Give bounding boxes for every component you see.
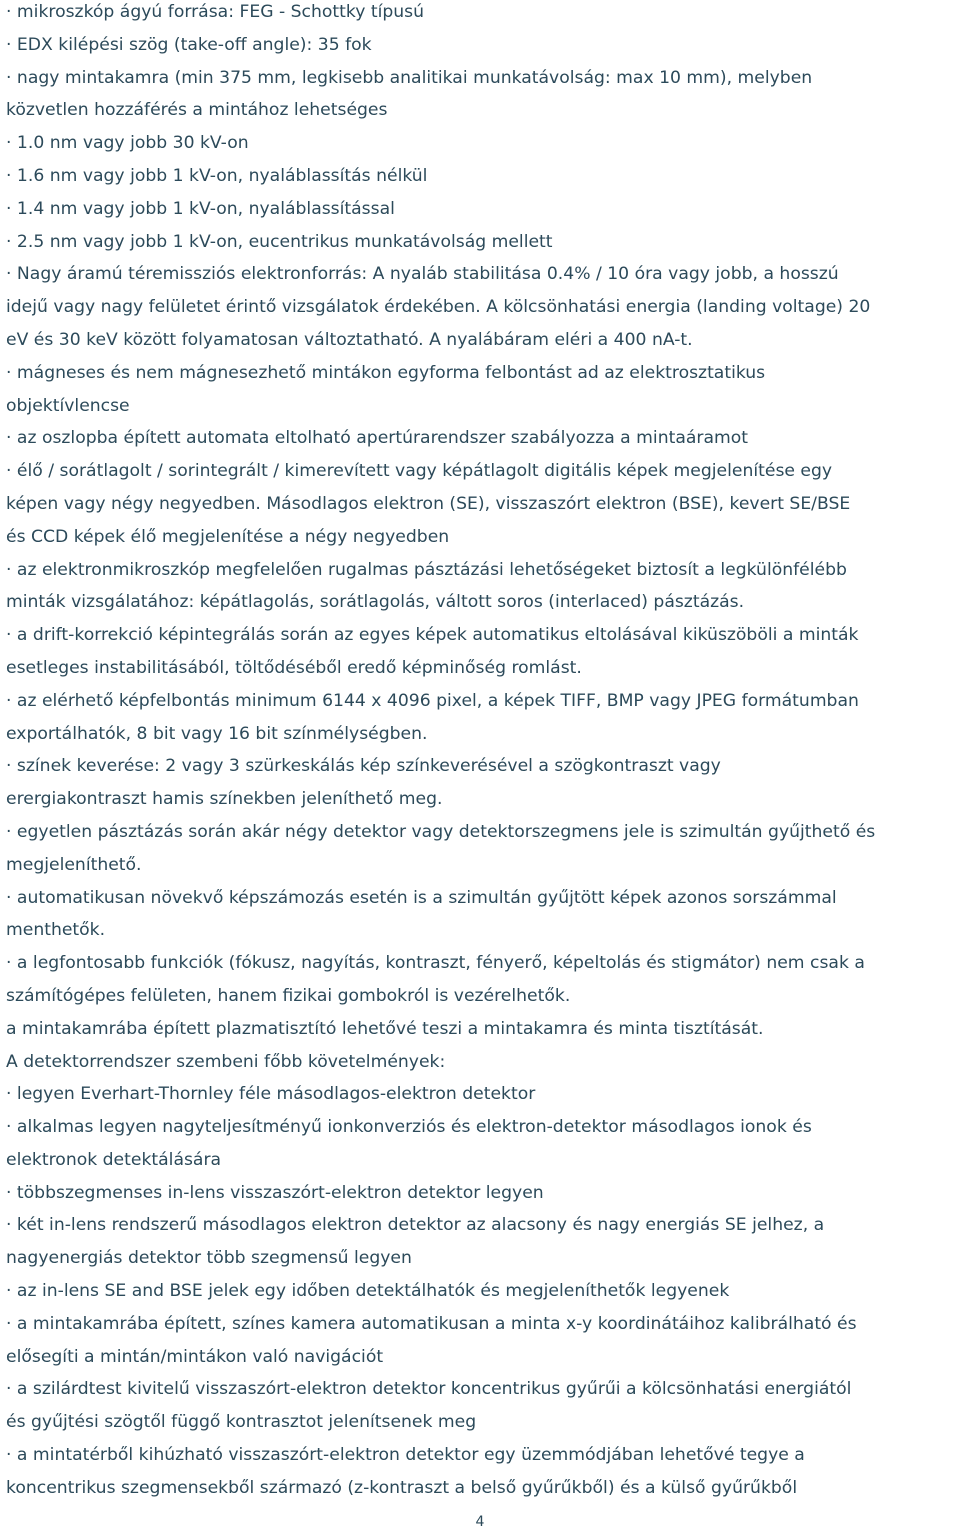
text-line: · 1.6 nm vagy jobb 1 kV-on, nyaláblassítás nélkül	[6, 165, 428, 186]
text-line: · egyetlen pásztázás során akár négy detektor vagy detektorszegmens jele is szimultán gyűjthető és	[6, 821, 876, 842]
text-line: · automatikusan növekvő képszámozás esetén is a szimultán gyűjtött képek azonos sorszámmal	[6, 887, 837, 908]
text-line: és gyűjtési szögtől függő kontrasztot jelenítsenek meg	[6, 1412, 477, 1433]
text-line: · nagy mintakamra (min 375 mm, legkisebb analitikai munkatávolság: max 10 mm), melyben	[6, 67, 813, 88]
text-line: · a drift-korrekció képintegrálás során az egyes képek automatikus eltolásával kiküszöböli a minták	[6, 625, 859, 646]
text-line: minták vizsgálatához: képátlagolás, sorátlagolás, váltott soros (interlaced) pásztázás.	[6, 592, 745, 613]
text-line: · 2.5 nm vagy jobb 1 kV-on, eucentrikus munkatávolság mellett	[6, 231, 553, 252]
text-line: · alkalmas legyen nagyteljesítményű ionkonverziós és elektron-detektor másodlagos ionok és	[6, 1117, 812, 1138]
text-line: esetleges instabilitásából, töltődéséből eredő képminőség romlást.	[6, 657, 582, 678]
text-line: · a mintatérből kihúzható visszaszórt-elektron detektor egy üzemmódjában lehetővé tegye a	[6, 1445, 805, 1466]
text-line: számítógépes felületen, hanem fizikai gombokról is vezérelhetők.	[6, 985, 571, 1006]
text-line: idejű vagy nagy felületet érintő vizsgálatok érdekében. A kölcsönhatási energia (landing voltage) 20	[6, 297, 871, 318]
text-line: · mikroszkóp ágyú forrása: FEG - Schottky típusú	[6, 2, 425, 22]
text-line: közvetlen hozzáférés a mintához lehetséges	[6, 100, 388, 121]
text-line: koncentrikus szegmensekből származó (z-kontraszt a belső gyűrűkből) és a külső gyűrűkből	[6, 1477, 798, 1498]
text-line: · a mintakamrába épített, színes kamera automatikusan a minta x-y koordinátáihoz kalibrálható és	[6, 1313, 857, 1334]
text-line: · az in-lens SE and BSE jelek egy időben detektálhatók és megjeleníthetők legyenek	[6, 1281, 730, 1302]
document-body	[6, 0, 958, 1505]
text-line: A detektorrendszer szembeni főbb követelmények:	[6, 1051, 446, 1072]
text-line: · többszegmenses in-lens visszaszórt-elektron detektor legyen	[6, 1182, 544, 1203]
text-line: · a legfontosabb funkciók (fókusz, nagyítás, kontraszt, fényerő, képeltolás és stigmátor) nem csak a	[6, 953, 865, 974]
text-line: · az oszlopba épített automata eltolható apertúrarendszer szabályozza a mintaáramot	[6, 428, 748, 449]
text-line: · Nagy áramú téremissziós elektronforrás: A nyaláb stabilitása 0.4% / 10 óra vagy jobb, a hosszú	[6, 264, 839, 285]
text-line: megjeleníthető.	[6, 854, 142, 875]
text-line: képen vagy négy negyedben. Másodlagos elektron (SE), visszaszórt elektron (BSE), kevert SE/BSE	[6, 493, 851, 514]
page-number: 4	[475, 1514, 485, 1530]
text-line: · színek keverése: 2 vagy 3 szürkeskálás kép színkeverésével a szögkontraszt vagy	[6, 756, 721, 777]
text-line: · legyen Everhart-Thornley féle másodlagos-elektron detektor	[6, 1084, 536, 1105]
text-line: és CCD képek élő megjelenítése a négy negyedben	[6, 526, 450, 547]
text-line: a mintakamrába épített plazmatisztító lehetővé teszi a mintakamra és minta tisztítását.	[6, 1018, 764, 1039]
text-line: exportálhatók, 8 bit vagy 16 bit színmélységben.	[6, 723, 428, 744]
text-line: objektívlencse	[6, 395, 130, 416]
text-line: · élő / sorátlagolt / sorintegrált / kimerevített vagy képátlagolt digitális képek megjelenítése egy	[6, 461, 833, 482]
text-line: eV és 30 keV között folyamatosan változtatható. A nyalábáram eléri a 400 nA-t.	[6, 329, 693, 350]
text-line: elektronok detektálására	[6, 1149, 222, 1170]
text-line: erergiakontraszt hamis színekben jeleníthető meg.	[6, 789, 443, 810]
text-line: elősegíti a mintán/mintákon való navigációt	[6, 1346, 384, 1367]
text-line: nagyenergiás detektor több szegmensű legyen	[6, 1248, 412, 1269]
text-line: menthetők.	[6, 920, 106, 941]
text-line: · az elektronmikroszkóp megfelelően rugalmas pásztázási lehetőségeket biztosít a legkülönfélébb	[6, 559, 847, 580]
text-line: · 1.0 nm vagy jobb 30 kV-on	[6, 133, 249, 154]
text-line: · a szilárdtest kivitelű visszaszórt-elektron detektor koncentrikus gyűrűi a kölcsönhatási energiától	[6, 1379, 852, 1400]
text-line: · mágneses és nem mágnesezhető mintákon egyforma felbontást ad az elektrosztatikus	[6, 362, 766, 383]
text-line: · EDX kilépési szög (take-off angle): 35 fok	[6, 34, 372, 55]
text-line: · két in-lens rendszerű másodlagos elektron detektor az alacsony és nagy energiás SE jelhez, a	[6, 1215, 825, 1236]
text-line: · az elérhető képfelbontás minimum 6144 x 4096 pixel, a képek TIFF, BMP vagy JPEG formátumban	[6, 690, 859, 711]
text-line: · 1.4 nm vagy jobb 1 kV-on, nyaláblassítással	[6, 198, 395, 219]
